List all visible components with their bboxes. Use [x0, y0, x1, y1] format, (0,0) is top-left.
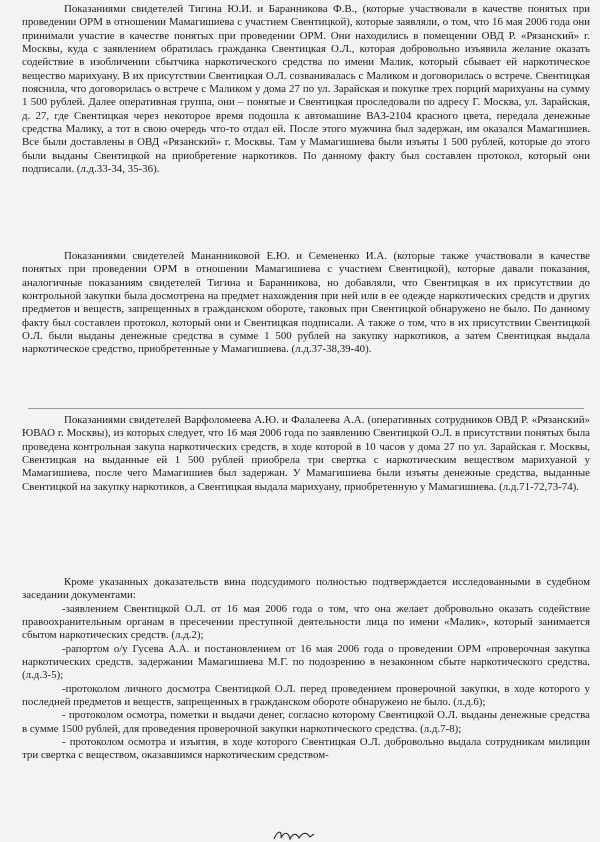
evidence-item: - протоколом осмотра и изъятия, в ходе которого Свентицкая О.Л. добровольно выдала сотрудникам милиции три свертка с веществом, оказавшимся наркотическим средством-	[22, 736, 590, 762]
divider-line	[28, 408, 584, 409]
handwritten-signature	[272, 828, 316, 842]
evidence-documents-section	[22, 576, 590, 763]
paragraph-testimony-varfolomeev-falaleev: Показаниями свидетелей Варфоломеева А.Ю. и Фалалеева А.А. (оперативных сотрудников ОВД Р. «Рязанский» ЮВАО г. Москвы), из которых следует, что 16 мая 2006 года по заявлению Свентицкой О.Л. в присутствии понятых была проведена контрольная закупа наркотических средств, в ходе которой в 10 часов у дома 27 по ул. Зарайская г. Москвы, Свентицкая на выданные ей 1 500 рублей приобрела три свертка с наркотическим веществом марихуаной у Мамагишиева, после чего Мамагишиев был задержан. У Мамагишиева были изъяты денежные средства, выданные Свентицкой на закупку наркотиков, а Свентицкая выдала марихуану, приобретенную у Мамагишиева. (л.д.71-72,73-74).	[22, 414, 590, 493]
evidence-item: -протоколом личного досмотра Свентицкой О.Л. перед проведением проверочной закупки, в ходе которого у последней предметов и веществ, запрещенных в гражданском обороте обнаружено не было. (л.д.6);	[22, 682, 590, 709]
evidence-item: -заявлением Свентицкой О.Л. от 16 мая 2006 года о том, что она желает добровольно оказать содействие правоохранительным органам в пресечении преступной деятельности лица по имени «Малик», который занимается сбытом наркотических средств. (л.д.2);	[22, 602, 590, 642]
paragraph-testimony-tigin-barannikov: Показаниями свидетелей Тигина Ю.И. и Баранникова Ф.В., (которые участвовали в качестве понятых при проведении ОРМ в отношении Мамагишиева с участием Свентицкой), которые заявляли, о том, что 16 мая 2006 года они принимали участие в качестве понятых при проведении ОРМ. Они находились в помещении ОВД Р. «Рязанский» г. Москвы, куда с заявлением обратилась гражданка Свентицкая О.Л., которая добровольно изъявила желание оказать содействие в изобличении сбытчика наркотического средства по имени Малик, который сбывает ей наркотическое вещество марихуану. В их присутствии Свентицкая О.Л. созванивалась с Маликом и договорилась о встрече. Свентицкая пояснила, что договорилась о встрече с Маликом у дома 27 по ул. Зарайская и покупке трех порций марихуаны на сумму 1 500 рублей. Далее оперативная группа, они – понятые и Свентицкая проследовали по адресу Г. Москва, ул. Зарайская, д. 27, где Свентицкая через некоторое время подошла к автомашине ВАЗ-2104 красного цвета, передала денежные средства Малику, а тот в свою очередь что-то отдал ей. После этого мужчина был задержан, им оказался Мамагишиев. Все были доставлены в ОВД «Рязанский» г. Москвы. Там у Мамагишиева были изъяты 1 500 рублей, которые до этого были выданы Свентицкой на приобретение наркотиков. По данному факту был составлен протокол, который они подписали. (л.д.33-34, 35-36).	[22, 3, 590, 176]
evidence-item: -рапортом о/у Гусева А.А. и постановлением от 16 мая 2006 года о проведении ОРМ «проверочная закупка наркотических средств. задержании Мамагишиева М.Г. по подозрению в незаконном сбыте наркотического средства. (л.д.3-5);	[22, 642, 590, 682]
paragraph-testimony-manannikova-semenenko: Показаниями свидетелей Мананниковой Е.Ю. и Семененко И.А. (которые также участвовали в качестве понятых при проведении ОРМ в отношении Мамагишиева с участием Свентицкой), которые давали показания, аналогичные показаниям свидетелей Тигина и Баранникова, но добавляли, что Свентицкая в их присутствии до контрольной закупки была досмотрена на предмет нахождения при ней или в ее одежде наркотических средств и других предметов и веществ, запрещенных в гражданском обороте, таковых при Свентицкой обнаружено не было. По данному факту был составлен протокол, который они и Свентицкая подписали. А также о том, что в их присутствии Свентицкой О.Л. были выданы денежные средства в сумме 1 500 рублей на закупку наркотиков, а затем Свентицкая выдала наркотическое средство, приобретенные у Мамагишиева. (л.д.37-38,39-40).	[22, 250, 590, 356]
paragraph-evidence-intro: Кроме указанных доказательств вина подсудимого полностью подтверждается исследованными в судебном заседании документами:	[22, 576, 590, 602]
evidence-item: - протоколом осмотра, пометки и выдачи денег, согласно которому Свентицкой О.Л. выданы денежные средства в сумме 1500 рублей, для проведения проверочной закупки наркотического средства. (л.д.7-8);	[22, 709, 590, 735]
